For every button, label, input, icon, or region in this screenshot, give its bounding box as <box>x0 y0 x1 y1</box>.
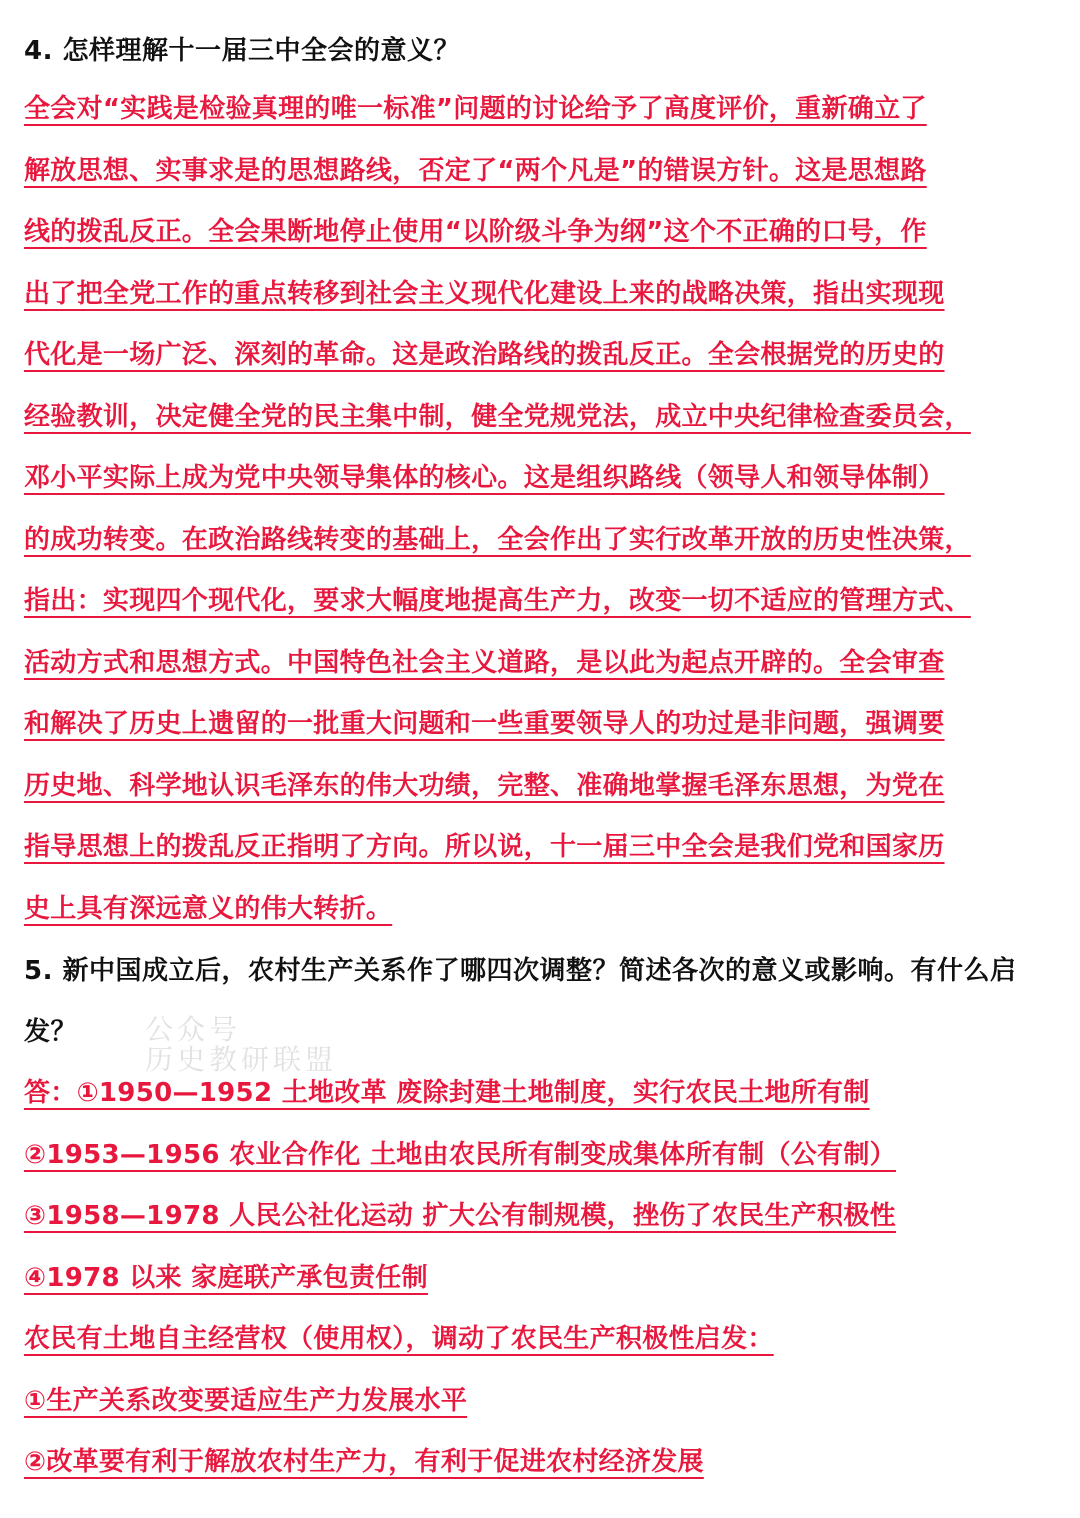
q5-answer-line: ③1958—1978 人民公社化运动 扩大公有制规模，挫伤了农民生产积极性 <box>24 1201 896 1231</box>
q5-answer-line: ④1978 以来 家庭联产承包责任制 <box>24 1263 428 1293</box>
q4-answer-line: 解放思想、实事求是的思想路线，否定了“两个凡是”的错误方针。这是思想路 <box>24 156 927 186</box>
q5-answer-line: ②改革要有利于解放农村生产力，有利于促进农村经济发展 <box>24 1447 704 1477</box>
q5-answer-line: ②1953—1956 农业合作化 土地由农民所有制变成集体所有制（公有制） <box>24 1140 896 1170</box>
watermark-line: 公众号 <box>145 1013 242 1046</box>
q4-answer-line: 历史地、科学地认识毛泽东的伟大功绩，完整、准确地掌握毛泽东思想，为党在 <box>24 771 945 801</box>
q4-answer-line: 和解决了历史上遗留的一批重大问题和一些重要领导人的功过是非问题，强调要 <box>24 709 945 739</box>
q5-answer-line: ①生产关系改变要适应生产力发展水平 <box>24 1386 468 1416</box>
watermark <box>145 1015 337 1075</box>
q4-answer-line: 指导思想上的拨乱反正指明了方向。所以说，十一届三中全会是我们党和国家历 <box>24 832 945 862</box>
q4-answer-line: 全会对“实践是检验真理的唯一标准”问题的讨论给予了高度评价，重新确立了 <box>24 94 927 124</box>
q4-answer-line: 出了把全党工作的重点转移到社会主义现代化建设上来的战略决策，指出实现现 <box>24 279 945 309</box>
q5-answer-line: 农民有土地自主经营权（使用权），调动了农民生产积极性启发： <box>24 1324 774 1354</box>
q5-answer-line: 答：①1950—1952 土地改革 废除封建土地制度，实行农民土地所有制 <box>24 1078 870 1108</box>
q4-answer-line: 活动方式和思想方式。中国特色社会主义道路，是以此为起点开辟的。全会审查 <box>24 648 945 678</box>
q4-answer-line: 经验教训，决定健全党的民主集中制，健全党规党法，成立中央纪律检查委员会， <box>24 402 971 432</box>
question-4-title: 4. 怎样理解十一届三中全会的意义？ <box>24 36 461 66</box>
q4-answer-line: 指出：实现四个现代化，要求大幅度地提高生产力，改变一切不适应的管理方式、 <box>24 586 971 616</box>
watermark-line: 历史教研联盟 <box>145 1043 338 1076</box>
q4-answer-line: 史上具有深远意义的伟大转折。 <box>24 894 393 924</box>
q4-answer-line: 代化是一场广泛、深刻的革命。这是政治路线的拨乱反正。全会根据党的历史的 <box>24 340 945 370</box>
q4-answer-line: 的成功转变。在政治路线转变的基础上，全会作出了实行改革开放的历史性决策， <box>24 525 971 555</box>
q4-answer-line: 邓小平实际上成为党中央领导集体的核心。这是组织路线（领导人和领导体制） <box>24 463 945 493</box>
q4-answer-line: 线的拨乱反正。全会果断地停止使用“以阶级斗争为纲”这个不正确的口号，作 <box>24 217 927 247</box>
question-5-title-continued: 发？ <box>24 1017 78 1047</box>
question-5-title: 5. 新中国成立后，农村生产关系作了哪四次调整？简述各次的意义或影响。有什么启 <box>24 956 1017 986</box>
